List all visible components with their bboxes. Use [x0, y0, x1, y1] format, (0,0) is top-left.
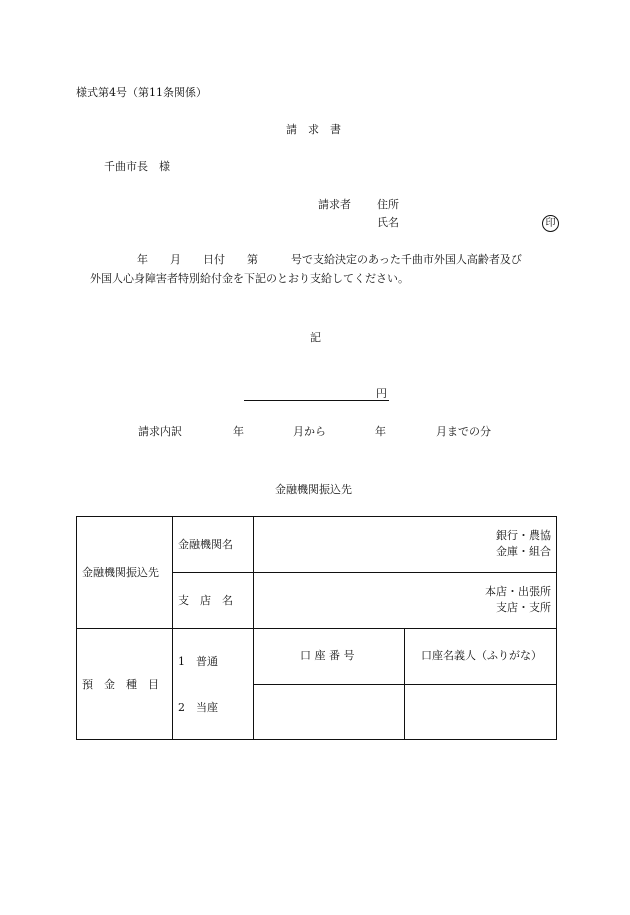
- deposit-type-ordinary: 1 普通: [178, 655, 218, 668]
- institution-option-2: 金庫・組合: [496, 545, 551, 558]
- account-number-field[interactable]: [254, 685, 404, 739]
- branch-option-1: 本店・出張所: [485, 585, 551, 598]
- claimant-label: 請求者: [318, 198, 351, 211]
- breakdown-year-1: 年: [233, 425, 244, 438]
- account-number-header: 口 座 番 号: [300, 649, 355, 662]
- breakdown-month-from: 月から: [293, 425, 326, 438]
- breakdown-label: 請求内訳: [138, 425, 182, 438]
- table-line: [172, 516, 173, 740]
- form-title: 請 求 書: [286, 123, 341, 136]
- ki-heading: 記: [310, 331, 321, 344]
- seal-mark: 印: [542, 215, 559, 232]
- amount-underline: [244, 400, 389, 401]
- body-line-2: 外国人心身障害者特別給付金を下記のとおり支給してください。: [90, 272, 409, 285]
- institution-label: 金融機関名: [178, 538, 233, 551]
- breakdown-year-2: 年: [375, 425, 386, 438]
- account-holder-header: 口座名義人（ふりがな）: [421, 649, 542, 662]
- table-line: [172, 572, 557, 573]
- table-border-bottom: [76, 739, 557, 740]
- breakdown-month-to: 月までの分: [436, 425, 491, 438]
- deposit-type-current: 2 当座: [178, 701, 218, 714]
- body-line-1: 年 月 日付 第 号で支給決定のあった千曲市外国人高齢者及び: [137, 253, 522, 266]
- bank-transfer-label: 金融機関振込先: [82, 566, 159, 579]
- yen-label: 円: [376, 387, 387, 400]
- table-line: [76, 628, 557, 629]
- branch-option-2: 支店・支所: [496, 601, 551, 614]
- address-label: 住所: [377, 198, 399, 211]
- name-label: 氏名: [377, 216, 399, 229]
- institution-option-1: 銀行・農協: [496, 529, 551, 542]
- deposit-type-label: 預 金 種 目: [82, 678, 159, 691]
- account-holder-field[interactable]: [405, 685, 556, 739]
- section-heading: 金融機関振込先: [275, 483, 352, 496]
- table-border-top: [76, 516, 557, 517]
- branch-label: 支 店 名: [178, 594, 233, 607]
- addressee: 千曲市長 様: [104, 160, 170, 173]
- form-number: 様式第4号（第11条関係）: [76, 86, 207, 99]
